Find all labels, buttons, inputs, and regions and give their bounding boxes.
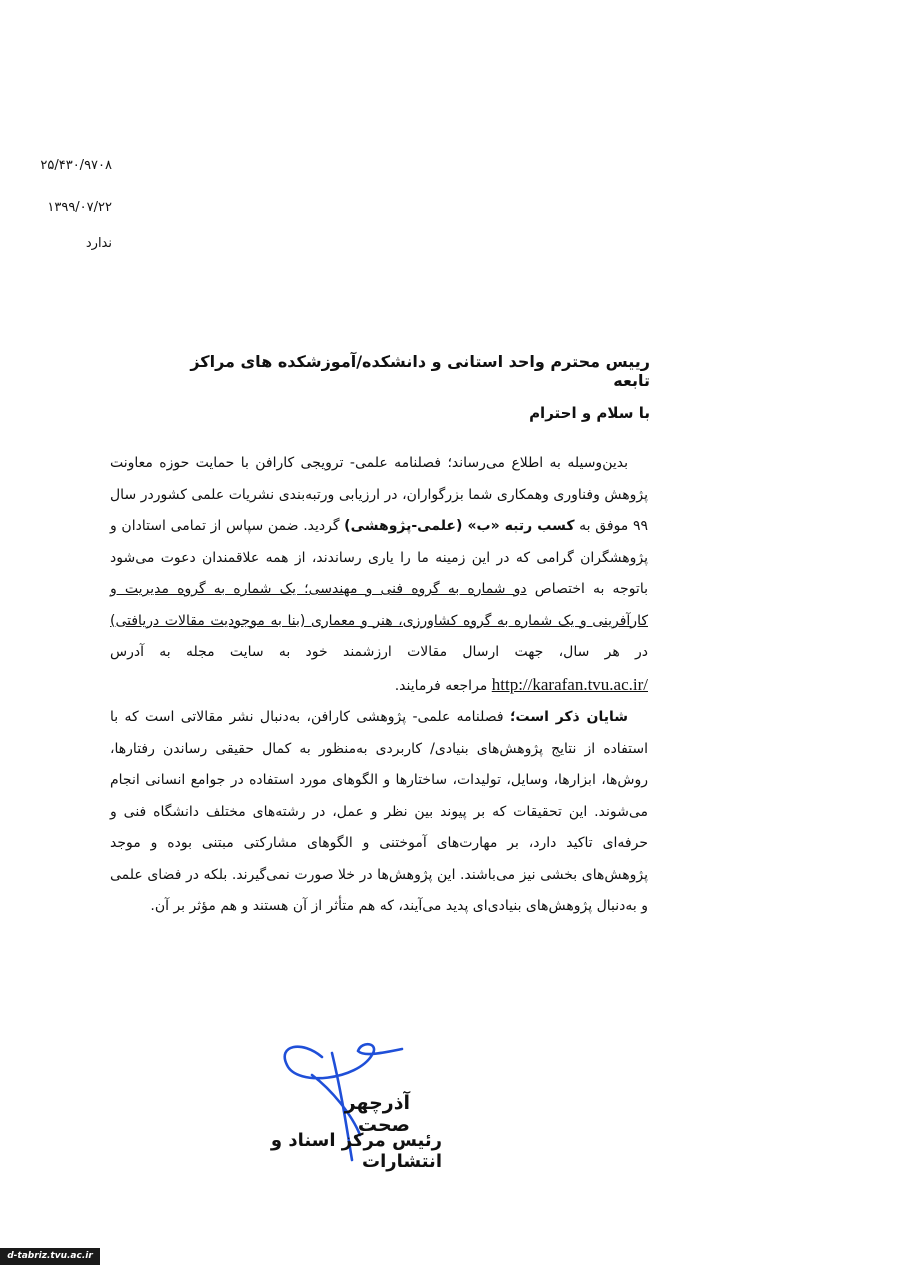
- letter-date: ۱۳۹۹/۰۷/۲۲: [47, 200, 112, 215]
- footer-site-badge: d-tabriz.tvu.ac.ir: [0, 1248, 100, 1265]
- note-heading: شایان ذکر است؛: [509, 709, 628, 725]
- issue-allocation: دو شماره به گروه فنی و مهندسی؛ یک شماره به گروه مدیریت و کارآفرینی و یک شماره به گروه کشاورزی، هنر و معماری (بنا به موجودیت مقالات دریافتی): [110, 581, 648, 629]
- signatory-name: آذرچهر صحت: [344, 1092, 410, 1136]
- addressee-heading: رییس محترم واحد استانی و دانشکده/آموزشکده های مراکز تابعه: [190, 352, 650, 390]
- rank-highlight: کسب رتبه «ب» (علمی-پژوهشی): [344, 518, 575, 534]
- paragraph-2: شایان ذکر است؛ فصلنامه علمی- پژوهشی کارافن، به‌دنبال نشر مقالاتی است که با استفاده از نتایج پژوهش‌های بنیادی/ کاربردی به‌منظور به کمال حقیقی رساندن رفتارها، روش‌ها، ابزارها، وسایل، تولیدات، ساختارها و الگوهای مورد استفاده در جوامع انسانی انجام می‌شوند. این تحقیقات که بر پیوند بین نظر و عمل، در رشته‌های مختلف دانشگاه فنی و حرفه‌ای تاکید دارد، بر مهارت‌های آموختنی و الگوهای مشارکتی مبتنی بوده و موجد پژوهش‌های بخشی نیز می‌باشند. این پژوهش‌ها در خلا صورت نمی‌گیرند. بلکه در فضای علمی و به‌دنبال پژوهش‌های بنیادی‌ای پدید می‌آیند، که هم متأثر از آن هستند و هم مؤثر بر آن.: [110, 709, 648, 914]
- letter-body: [110, 448, 648, 923]
- signatory-title: رئیس مرکز اسناد و انتشارات: [270, 1130, 442, 1172]
- journal-link[interactable]: http://karafan.tvu.ac.ir/: [491, 674, 648, 694]
- letter-number: ۲۵/۴۳۰/۹۷۰۸: [40, 158, 112, 173]
- greeting: با سلام و احترام: [529, 404, 650, 422]
- paragraph-1: بدین‌وسیله به اطلاع می‌رساند؛ فصلنامه علمی- ترویجی کارافن با حمایت حوزه معاونت پژوهش وفناوری وهمکاری شما بزرگواران، در ارزیابی ورتبه‌بندی نشریات علمی کشوردر سال ۹۹ موفق به کسب رتبه «ب» (علمی-پژوهشی) گردید. ضمن سپاس از تمامی استادان و پژوهشگران گرامی که در این زمینه ما را یاری رساندند، از همه علاقمندان دعوت می‌شود باتوجه به اختصاص دو شماره به گروه فنی و مهندسی؛ یک شماره به گروه مدیریت و کارآفرینی و یک شماره به گروه کشاورزی، هنر و معماری (بنا به موجودیت مقالات دریافتی) در هر سال، جهت ارسال مقالات ارزشمند خود به سایت مجله به آدرس http://karafan.tvu.ac.ir/ مراجعه فرمایند.: [110, 455, 648, 694]
- attachment-status: ندارد: [85, 236, 112, 251]
